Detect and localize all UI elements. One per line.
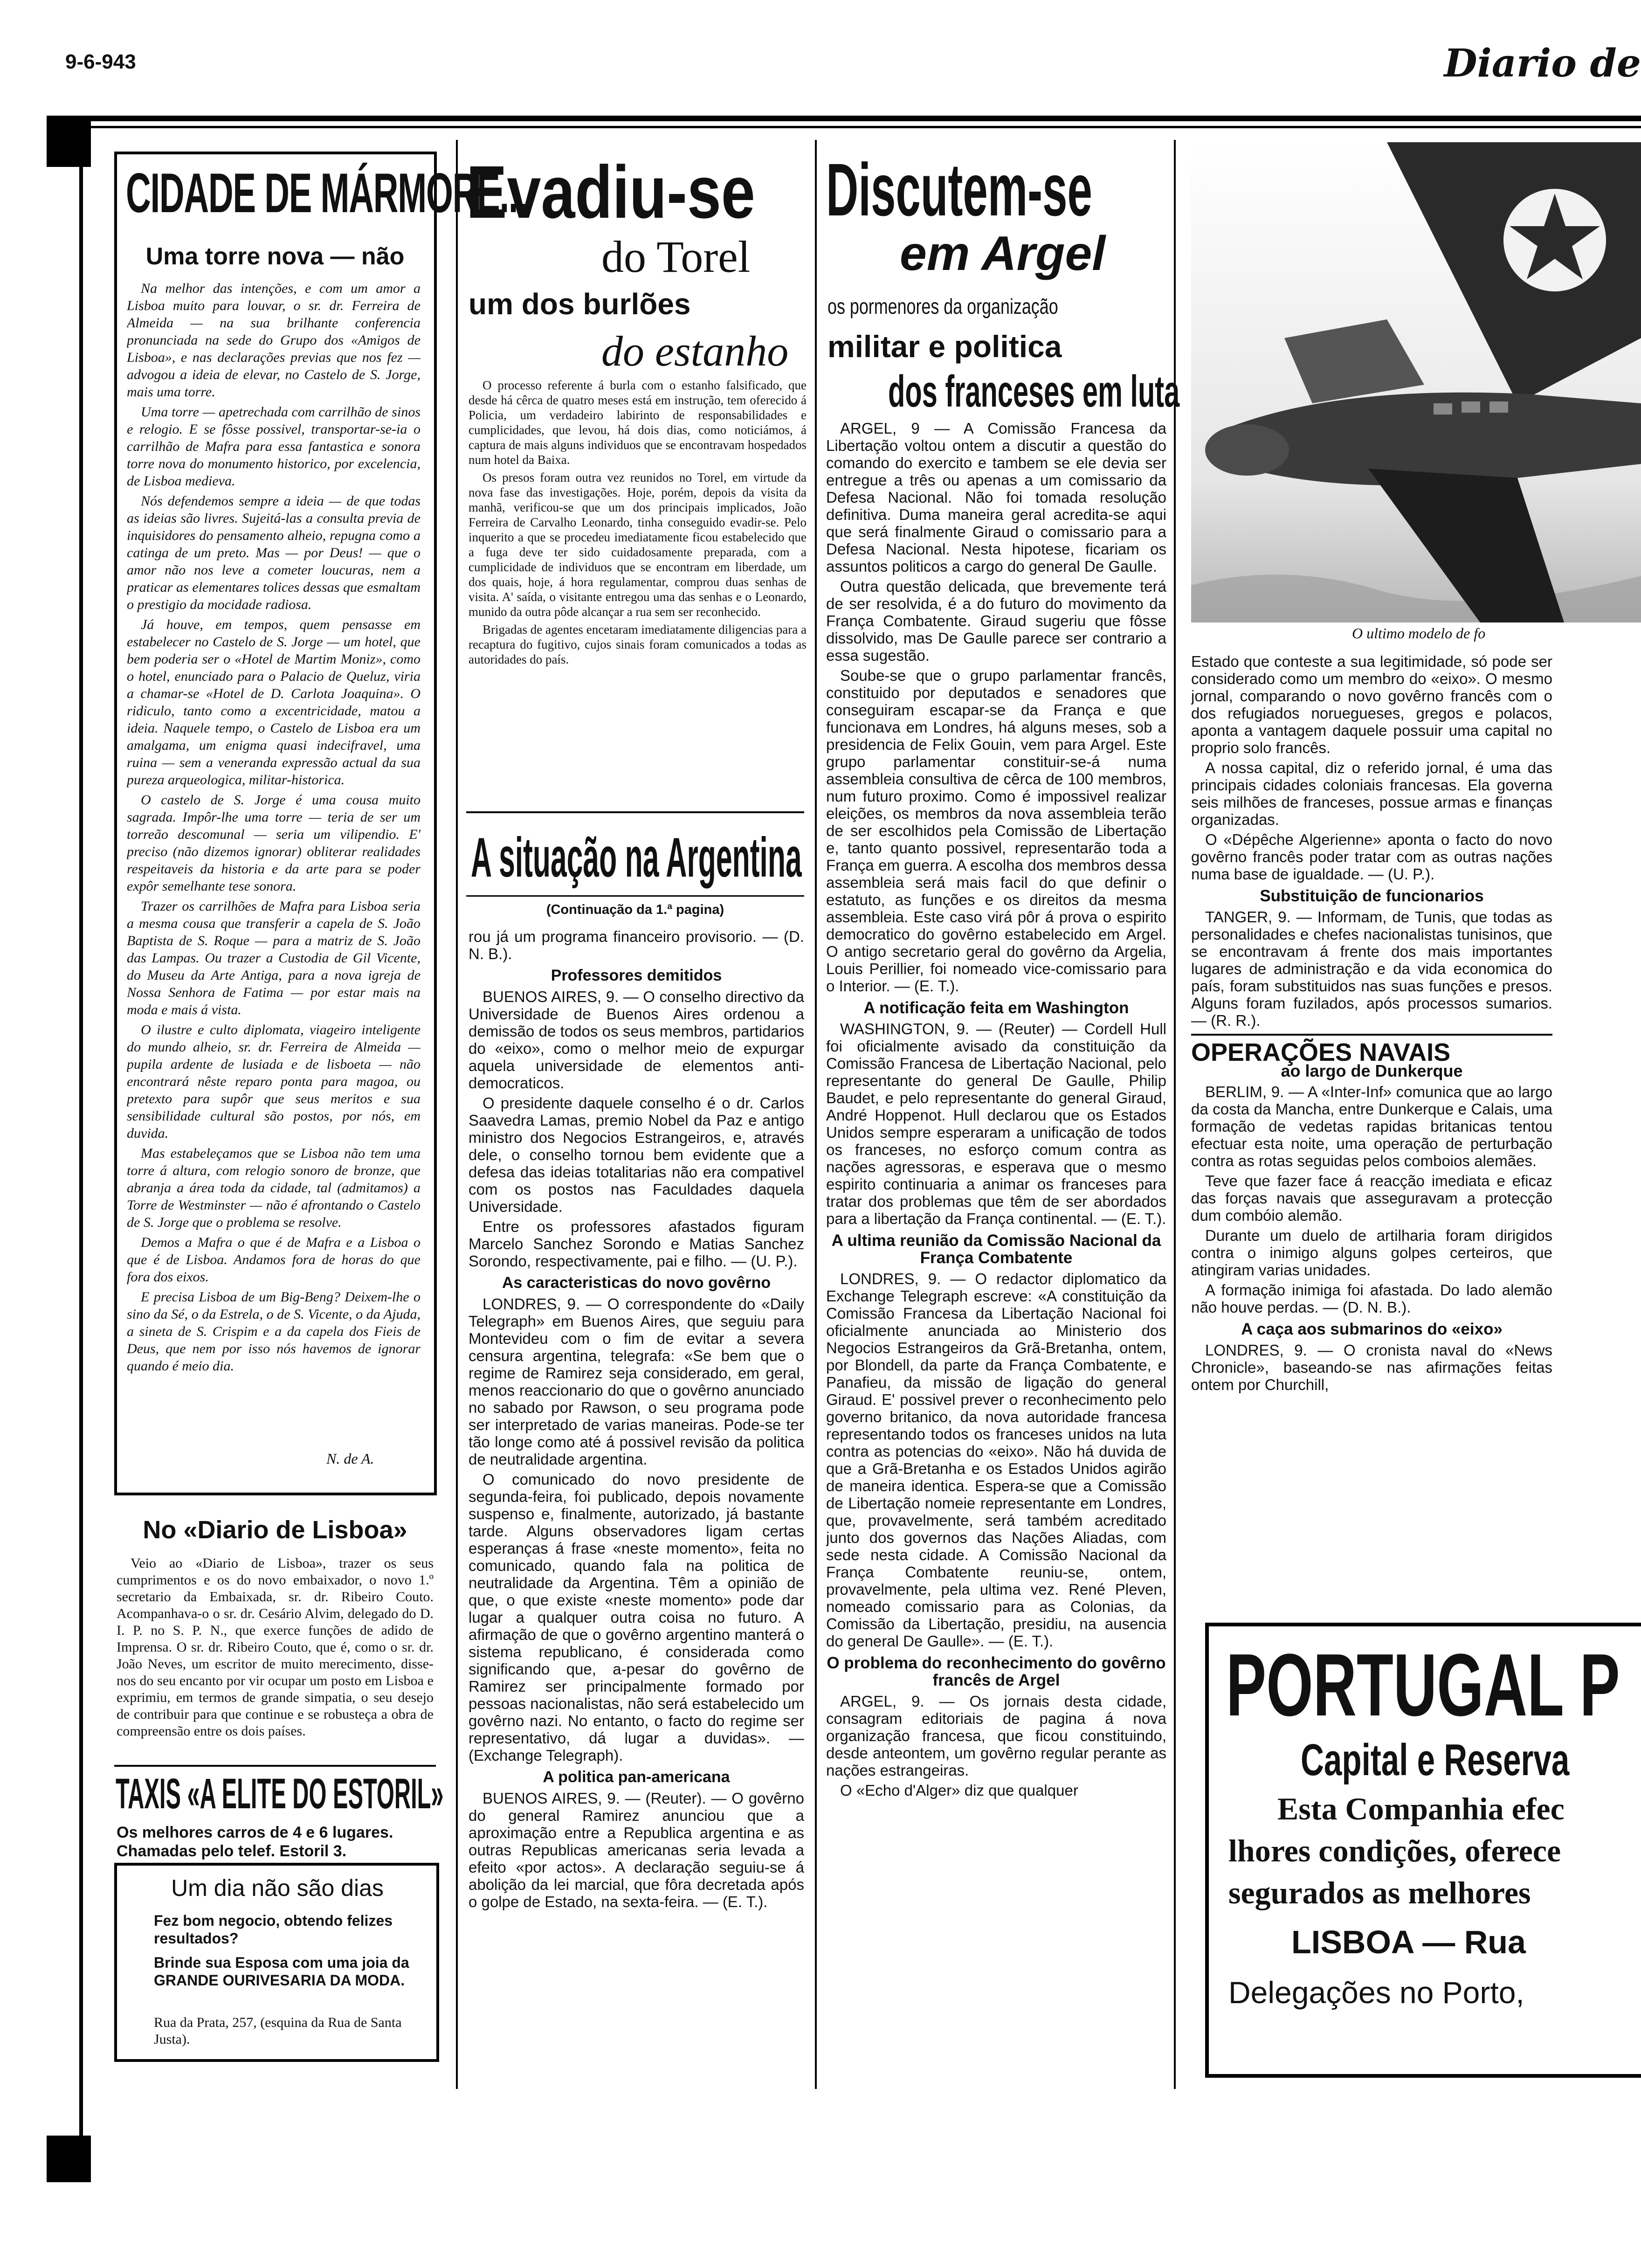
- argentina-sub2: As caracteristicas do novo govêrno: [502, 1274, 771, 1292]
- marmore-signature: N. de A.: [326, 1450, 374, 1467]
- portugal-ad-line5: LISBOA — Rua: [1291, 1924, 1526, 1960]
- evadiu-sub1: do Torel: [601, 232, 751, 282]
- argentina-intro: rou já um programa financeiro provisorio. — (D. N. B.).: [469, 928, 804, 962]
- argel-paragraph: LONDRES, 9. — O redactor diplomatico da Exchange Telegraph escreve: «A constituição da Comissão Francesa da Libertação Nacional foi oficialmente anunciada ao Ministerio dos Negocios Estrangeiros da Grã-Bretanha, ontem, por Blondell, da parte da França Combatente, e Panafieu, da missão de ligação do general Giraud. E' possivel prever o reconhecimento pelo governo britanico, da nova autoridade francesa representando todos os franceses unidos na luta contra as potencias do «eixo». Não há duvida de que a Grã-Bretanha e os Estados Unidos agirão de maneira identica. Espera-se que a Comissão de Libertação nomeie representante em Londres, que, provavelmente, será também acreditado junto dos governos das Nações Aliadas, com sede nesta cidade. A Comissão Nacional da França Combatente reuniu-se, ontem, provavelmente, pela ultima vez. René Pleven, nomeado comissario para as Colonias, da Comissão da Libertação, presidiu, na ausencia do general De Gaulle». — (E. T.).: [826, 1270, 1166, 1650]
- marmore-subtitle: Uma torre nova — não: [145, 243, 405, 270]
- argel-paragraph: O «Echo d'Alger» diz que qualquer: [840, 1782, 1078, 1799]
- portugal-ad-title: PORTUGAL P: [1226, 1636, 1620, 1735]
- header-rule-bottom: [47, 126, 1641, 128]
- evadiu-body: [469, 378, 807, 807]
- navais-title: OPERAÇÕES NAVAIS: [1191, 1038, 1451, 1066]
- right-paragraph: TANGER, 9. — Informam, de Tunis, que todas as personalidades e chefes nacionalistas tunisinos, que se encontravam á frente dos mais importantes lugares de administração e da vida economica do país, foram substituidos nas suas funções e presos. Alguns foram fuzilados, após processos sumarios. — (R. R.).: [1191, 908, 1552, 1029]
- diario-text: Veio ao «Diario de Lisboa», trazer os seus cumprimentos e os do novo embaixador, o novo 1.º secretario da Embaixada, sr. dr. Ribeiro Couto. Acompanhava-o o sr. dr. Cesário Alvim, delegado do D. I. P. no S. P. N., que exerce funções de adido de Imprensa. O sr. dr. Ribeiro Couto, que é, como o sr. dr. João Neves, um escritor de muito merecimento, disse-nos do seu encanto por vir ocupar um posto em Lisboa e exprimiu, em termos de grande simpatia, o seu desejo de contribuir para que continue e se robusteça a obra de compreensão entre os dois países.: [117, 1556, 434, 1739]
- argel-paragraph: ARGEL, 9 — A Comissão Francesa da Libertação voltou ontem a discutir a questão do comando do exercito e tambem se ele devia ser entregue a três ou apenas a um comissario da Defesa Nacional. Não foi tomada resolução definitiva. Duma maneira geral acredita-se aqui que será finalmente Giraud o comissario para a Defesa Nacional. Nesta hipotese, ficariam os assuntos politicos a cargo do general De Gaulle.: [826, 420, 1166, 575]
- marmore-paragraph: Uma torre — apetrechada com carrilhão de sinos e relogio. E se fôsse possivel, transportar-se-ia o carrilhão de Mafra para essa fantastica e sonora torre nova do monumento historico, por excelencia, de Lisboa medieva.: [127, 404, 421, 489]
- diario-title: No «Diario de Lisboa»: [143, 1516, 407, 1544]
- argentina-paragraph: O presidente daquele conselho é o dr. Carlos Saavedra Lamas, premio Nobel da Paz e antigo ministro dos Negocios Estrangeiros, e, através dele, o conselho tornou bem evidente que a defesa das ideias totalitarias não era compativel com os postos nas Faculdades daquela Universidade.: [469, 1094, 804, 1215]
- right-paragraph: Durante um duelo de artilharia foram dirigidos contra o inimigo alguns golpes certeiros, que atingiram varias unidades.: [1191, 1227, 1552, 1279]
- right-body: [1191, 653, 1552, 1623]
- evadiu-paragraph: Brigadas de agentes encetaram imediatamente diligencias para a recaptura do fugitivo, cujos sinais foram comunicados a todas as autoridades do país.: [469, 622, 807, 666]
- right-section-title: Substituição de funcionarios: [1260, 887, 1484, 905]
- marmore-paragraph: Mas estabeleçamos que se Lisboa não tem uma torre á altura, com relogio sonoro de bronze, que abranja a área toda da cidade, tal (admitamos) a Torre de Westminster — não é afrontando o Castelo de S. Jorge que o problema se resolve.: [127, 1146, 421, 1230]
- argel-sub4: dos franceses em luta: [888, 366, 1180, 416]
- argentina-title: A situação na Argentina: [471, 826, 802, 889]
- argel-sub3: militar e politica: [827, 329, 1062, 364]
- marmore-paragraph: Trazer os carrilhões de Mafra para Lisboa seria a mesma cousa que transferir a capela de S. João Baptista de S. Roque — para a matriz de S. João das Lampas. Ou trazer a Custodia de Gil Vicente, do Museu da Arte Antiga, para a nova igreja de Nossa Senhora de Fatima — por estar mais na moda e mais á vista.: [127, 899, 421, 1017]
- masthead: Diario de: [1444, 41, 1641, 86]
- aircraft-image: [1191, 142, 1641, 622]
- marmore-paragraph: Já houve, em tempos, quem pensasse em estabelecer no Castelo de S. Jorge — um hotel, que bem poderia ser o «Hotel de Martim Moniz», como o hotel, enunciado para o Palacio de Queluz, viria a chamar-se «Hotel de D. Carlota Joaquina». O ridiculo, tanto como a excentricidade, matou a ideia. Naquele tempo, o Castelo de Lisboa era um amalgama, um enigma quasi indecifravel, uma ruina — sem a veneranda expressão actual da sua pureza arqueologica, militar-historica.: [127, 617, 421, 788]
- right-paragraph: A nossa capital, diz o referido jornal, é uma das principais cidades coloniais francesas. Ela governa seis milhões de franceses, possue armas e finanças organizadas.: [1191, 759, 1552, 828]
- marmore-paragraph: O castelo de S. Jorge é uma cousa muito sagrada. Impôr-lhe uma torre — teria de ser um torreão descomunal — seria um vilipendio. E' preciso (não dizemos ignorar) obliterar realidades respeitaveis da historia e da arte para se poder expôr semelhante tese sonora.: [127, 792, 421, 894]
- argentina-body: [469, 928, 804, 2066]
- left-vertical-rule: [79, 159, 83, 2140]
- argentina-sub1: Professores demitidos: [551, 967, 722, 984]
- right-paragraph: Teve que fazer face á reacção imediata e eficaz das forças navais que asseguravam a protecção dum combóio alemão.: [1191, 1172, 1552, 1224]
- col-rule-1: [456, 140, 458, 2089]
- argel-paragraph: Soube-se que o grupo parlamentar francês, constituido por deputados e senadores que conseguiram escapar-se da França e que funcionava em Londres, há alguns meses, sob a presidencia de Felix Gouin, vem para Argel. Este grupo parlamentar constituir-se-á numa assembleia consultiva de cêrca de 100 membros, num futuro proximo. Como é impossivel realizar eleições, os membros da nova assembleia terão de ser escolhidos pela Comissão de Libertação e, tanto quanto possivel, representarão toda a França em guerra. A escolha dos membros dessa assembleia será mais facil do que definir o estatuto, as funções e os direitos da mesma assembleia. Este caso virá pôr á prova o espirito democratico do govêrno estabelecido em Argel. O antigo secretario geral do govêrno da Argelia, Louis Perillier, foi nomeado vice-comissario para o Interior. — (E. T.).: [826, 667, 1166, 995]
- ourives-address: Rua da Prata, 257, (esquina da Rua de Santa Justa).: [154, 2015, 402, 2047]
- argentina-paragraph: LONDRES, 9. — O correspondente do «Daily Telegraph» em Buenos Aires, que seguiu para Montevideu com o fim de evitar a severa censura argentina, telegrafa: «Se bem que o regime de Ramirez seja considerado, em geral, menos reaccionario do que o govêrno anunciado no sabado por Rawson, o seu programa pode ser interpretado de varias maneiras. Pode-se ter tão longe como até á possivel revisão da politica de neutralidade argentina.: [469, 1295, 804, 1468]
- ourives-line2: Brinde sua Esposa com uma joia da GRANDE OURIVESARIA DA MODA.: [154, 1954, 409, 1989]
- left-marker-top: [47, 116, 91, 167]
- diario-body: [117, 1555, 434, 1760]
- header-rule-top: [47, 116, 1641, 121]
- taxis-title: TAXIS «A ELITE DO ESTORIL»: [116, 1770, 444, 1818]
- evadiu-title: Evadiu-se: [466, 150, 755, 234]
- evadiu-sub3: do estanho: [601, 327, 789, 375]
- portugal-ad-line4: segurados as melhores: [1228, 1875, 1531, 1910]
- ourives-line1: Fez bom negocio, obtendo felizes resultados?: [154, 1912, 393, 1947]
- argentina-paragraph: Entre os professores afastados figuram Marcelo Sanchez Sorondo e Matias Sanchez Sorondo, respectivamente, pai e filho. — (U. P.).: [469, 1218, 804, 1270]
- argel-body: [826, 420, 1166, 2066]
- issue-date: 9-6-943: [65, 50, 136, 73]
- marmore-paragraph: Na melhor das intenções, e com um amor a Lisboa muito para louvar, o sr. dr. Ferreira de Almeida — na sua brilhante conferencia pronunciada na sede do Grupo dos «Amigos de Lisboa», e nas declarações previas que nos fez — advogou a ideia de elevar, no Castelo de S. Jorge, mais uma torre.: [127, 281, 421, 400]
- evadiu-paragraph: O processo referente á burla com o estanho falsificado, que desde há cêrca de quatro meses está em instrução, tem oferecido á Policia, um verdadeiro labirinto de responsabilidades e cumplicidades, que levou, há dois dias, como noticiámos, á captura de mais alguns individuos que se encontravam hospedados num hotel da Baixa.: [469, 378, 807, 467]
- argel-sub2: os pormenores da organização: [827, 294, 1058, 318]
- portugal-ad-line6: Delegações no Porto,: [1228, 1975, 1524, 2010]
- ourives-title: Um dia não são dias: [171, 1875, 384, 1901]
- argel-paragraph: ARGEL, 9. — Os jornais desta cidade, consagram editoriais de pagina á nova organização francesa, que ficou constituindo, desde anteontem, um govêrno regular perante as nações estrangeiras.: [826, 1693, 1166, 1779]
- right-paragraph: BERLIM, 9. — A «Inter-Inf» comunica que ao largo da costa da Mancha, entre Dunkerque e Calais, uma formação de vedetas rapidas britanicas tentou efectuar esta noite, uma operação de perturbação contra as rotas seguidas pelos comboios alemães.: [1191, 1083, 1552, 1169]
- argel-section-title: O problema do reconhecimento do govêrno francês de Argel: [827, 1654, 1166, 1689]
- portugal-ad-line2: Esta Companhia efec: [1277, 1791, 1565, 1826]
- right-paragraph: Estado que conteste a sua legitimidade, só pode ser considerado como um membro do «eixo». O mesmo jornal, comparando o novo govêrno francês com o dos refugiados noruegueses, gregos e polacos, aponta a vantagem daquele possuir uma capital no proprio solo francês.: [1191, 653, 1552, 756]
- aircraft-photo: [1191, 142, 1641, 622]
- taxis-text: Os melhores carros de 4 e 6 lugares. Chamadas pelo telef. Estoril 3.: [117, 1824, 393, 1860]
- right-section-title: A caça aos submarinos do «eixo»: [1241, 1320, 1503, 1338]
- portugal-ad-line1: Capital e Reserva: [1301, 1735, 1570, 1785]
- navais-subtitle: ao largo de Dunkerque: [1281, 1061, 1463, 1080]
- argel-section-title: A ultima reunião da Comissão Nacional da França Combatente: [831, 1231, 1161, 1267]
- argel-title: Discutem-se: [826, 148, 1092, 231]
- marmore-paragraph: E precisa Lisboa de um Big-Beng? Deixem-lhe o sino da Sé, o da Estrela, o de S. Vicente, o da Ajuda, a sineta de S. Crispim e a da capela dos Fieis de Deus, que nem por isso nós havemos de ignorar quando é meio dia.: [127, 1289, 421, 1374]
- col-rule-3: [1174, 140, 1176, 2089]
- right-paragraph: A formação inimiga foi afastada. Do lado alemão não houve perdas. — (D. N. B.).: [1191, 1281, 1552, 1316]
- argentina-sub3: A politica pan-americana: [543, 1768, 730, 1786]
- right-paragraph: LONDRES, 9. — O cronista naval do «News Chronicle», baseando-se nas afirmações feitas ontem por Churchill,: [1191, 1341, 1552, 1393]
- argel-section-title: A notificação feita em Washington: [863, 999, 1129, 1017]
- marmore-paragraph: O ilustre e culto diplomata, viageiro inteligente do mundo alheio, sr. dr. Ferreira de Almeida — pupila ardente de lusiada e de lisboeta — não encontrará nêste reparo ponta para magoa, ou pretexto para supôr que seus meritos e sua sensibilidade cultural são postos, por nós, em duvida.: [127, 1022, 421, 1141]
- argel-paragraph: Outra questão delicada, que brevemente terá de ser resolvida, é a do futuro do movimento da França Combatente. Giraud sugeriu que fôsse dissolvido, mas De Gaulle parece ser contrario a essa sugestão.: [826, 578, 1166, 664]
- argentina-rule-2: [466, 895, 804, 897]
- portugal-ad-line3: lhores condições, oferece: [1228, 1833, 1561, 1868]
- left-marker-bottom: [47, 2136, 91, 2182]
- argentina-continuation: (Continuação da 1.ª pagina): [546, 902, 724, 917]
- argentina-paragraph: O comunicado do novo presidente de segunda-feira, foi publicado, depois novamente suspenso e, finalmente, autorizado, já bastante tarde. Alguns observadores ligam certas esperanças á frase «neste momento», feita no comunicado, quando fala na politica de neutralidade da Argentina. Têm a opinião de que, o que existe «neste momento» pode dar lugar a qualquer outra coisa no futuro. A afirmação de que o govêrno argentino manterá o sistema republicano, é considerada como significando que, a-pesar do govêrno de Ramirez ser principalmente formado por pessoas nacionalistas, não será estabelecido um govêrno nazi. No entanto, o facto do regime ser representativo, dá lugar a duvidas». — (Exchange Telegraph).: [469, 1471, 804, 1764]
- taxis-rule-top: [114, 1765, 436, 1767]
- argel-paragraph: WASHINGTON, 9. — (Reuter) — Cordell Hull foi oficialmente avisado da constituição da Comissão Francesa de Libertação Nacional, pelo representante do general De Gaulle, Philip Baudet, e pelo representante do general Giraud, André Hoppenot. Hull declarou que os Estados Unidos sempre esperaram a unificação de todos os franceses, no esforço comum contra as nações agressoras, e esperava que o mesmo espirito continuaria a animar os franceses para tratar dos problemas que têm de ser abordados para a libertação da França continental. — (E. T.).: [826, 1020, 1166, 1227]
- argentina-paragraph: BUENOS AIRES, 9. — (Reuter). — O govêrno do general Ramirez anunciou que a aproximação entre a Republica argentina e as outras Republicas americanas seria levada a efeito «por actos». A declaração seguiu-se á abolição da lei marcial, que fôra decretada após o golpe de Estado, na sexta-feira. — (E. T.).: [469, 1790, 804, 1910]
- right-paragraph: O «Dépêche Algerienne» aponta o facto do novo govêrno francês poder tratar com as outras nações numa base de igualdade. — (U. P.).: [1191, 831, 1552, 883]
- marmore-paragraph: Nós defendemos sempre a ideia — de que todas as ideias são livres. Sujeitá-las a consulta previa de inquisidores do pensamento alheio, repugna como a catinga de um preto. Mas — por Deus! — que o amor não nos leve a cometer loucuras, nem a praticar as elementares tolices dessas que esmaltam o prestigio da mocidade radiosa.: [127, 493, 421, 612]
- photo-caption: O ultimo modelo de fo: [1352, 625, 1486, 642]
- evadiu-paragraph: Os presos foram outra vez reunidos no Torel, em virtude da nova fase das investigações. Hoje, porém, depois da visita da manhã, verificou-se que um dos principais implicados, João Ferreira de Carvalho Leonardo, tinha conseguido evadir-se. Pelo inquerito a que se procedeu imediatamente ficou estabelecido que a fuga deve ter sido cuidadosamente preparada, com a cumplicidade de individuos que se encontram em liberdade, um dos quais, hoje, á hora regulamentar, comprou duas senhas de visita. A' saída, o visitante entregou uma das senhas e o Leonardo, munido da outra pôde alcançar a rua sem ser reconhecido.: [469, 470, 807, 619]
- col-rule-2: [815, 140, 817, 2089]
- argentina-paragraph: BUENOS AIRES, 9. — O conselho directivo da Universidade de Buenos Aires ordenou a demissão de todos os seus membros, partidarios do «eixo», como o melhor meio de expurgar aquela universidade de elementos anti-democraticos.: [469, 988, 804, 1092]
- evadiu-sub2: um dos burlões: [469, 287, 691, 321]
- marmore-title: CIDADE DE MÁRMORE...: [126, 162, 527, 224]
- marmore-paragraph: Demos a Mafra o que é de Mafra e a Lisboa o que é de Lisboa. Andamos fora de horas do que fora dos eixos.: [127, 1235, 421, 1285]
- argentina-rule: [466, 811, 804, 813]
- argel-sub1: em Argel: [900, 227, 1106, 281]
- marmore-body: [127, 280, 421, 1431]
